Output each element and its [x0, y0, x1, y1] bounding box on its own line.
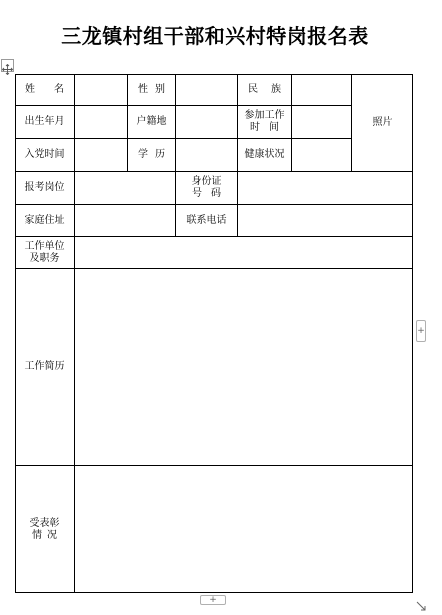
home-address-input-cell[interactable]: [75, 205, 175, 236]
employer-input-cell[interactable]: [75, 237, 413, 268]
applied-position-input-cell[interactable]: [75, 172, 175, 204]
label-id-card-number: 身份证 号 码: [191, 176, 222, 199]
label-party-join-date: 入党时间: [24, 149, 65, 160]
health-input-cell[interactable]: [292, 139, 351, 171]
form-title: 三龙镇村组干部和兴村特岗报名表: [61, 24, 369, 48]
label-awards: 受表彰 情 况: [29, 517, 60, 541]
label-phone: 联系电话: [186, 214, 227, 226]
resize-arrow-icon: [416, 601, 426, 611]
education-input-cell[interactable]: [176, 139, 237, 171]
work-start-input-cell[interactable]: [292, 106, 351, 138]
label-gender: 性 别: [138, 83, 165, 95]
photo-cell[interactable]: 照片: [372, 116, 393, 128]
table-resize-handle-icon[interactable]: [416, 596, 426, 606]
label-home-address: 家庭住址: [24, 214, 65, 226]
label-birth-date: 出生年月: [24, 116, 65, 127]
label-health: 健康状况: [244, 149, 285, 160]
label-work-start-time: 参加工作 时 间: [244, 110, 285, 133]
party-join-input-cell[interactable]: [75, 139, 127, 171]
move-arrows-icon: [2, 64, 13, 75]
add-row-button[interactable]: +: [200, 595, 226, 605]
label-ethnicity: 民 族: [248, 83, 281, 95]
label-employer-and-position: 工作单位 及职务: [24, 240, 65, 264]
label-household-registration: 户籍地: [136, 116, 167, 127]
label-name: 姓 名: [25, 83, 64, 95]
phone-input-cell[interactable]: [238, 205, 413, 236]
label-work-history: 工作简历: [24, 361, 65, 372]
id-card-input-cell[interactable]: [238, 172, 413, 204]
ethnicity-input-cell[interactable]: [292, 74, 351, 105]
label-applied-position: 报考岗位: [24, 182, 65, 193]
gender-input-cell[interactable]: [176, 74, 237, 105]
household-registration-input-cell[interactable]: [176, 106, 237, 138]
add-column-button[interactable]: +: [416, 320, 426, 342]
name-input-cell[interactable]: [75, 74, 127, 105]
birth-date-input-cell[interactable]: [75, 106, 127, 138]
label-education: 学 历: [138, 149, 165, 160]
work-history-input-cell[interactable]: [75, 269, 413, 465]
awards-input-cell[interactable]: [75, 466, 413, 593]
table-move-handle-icon[interactable]: [1, 59, 14, 72]
